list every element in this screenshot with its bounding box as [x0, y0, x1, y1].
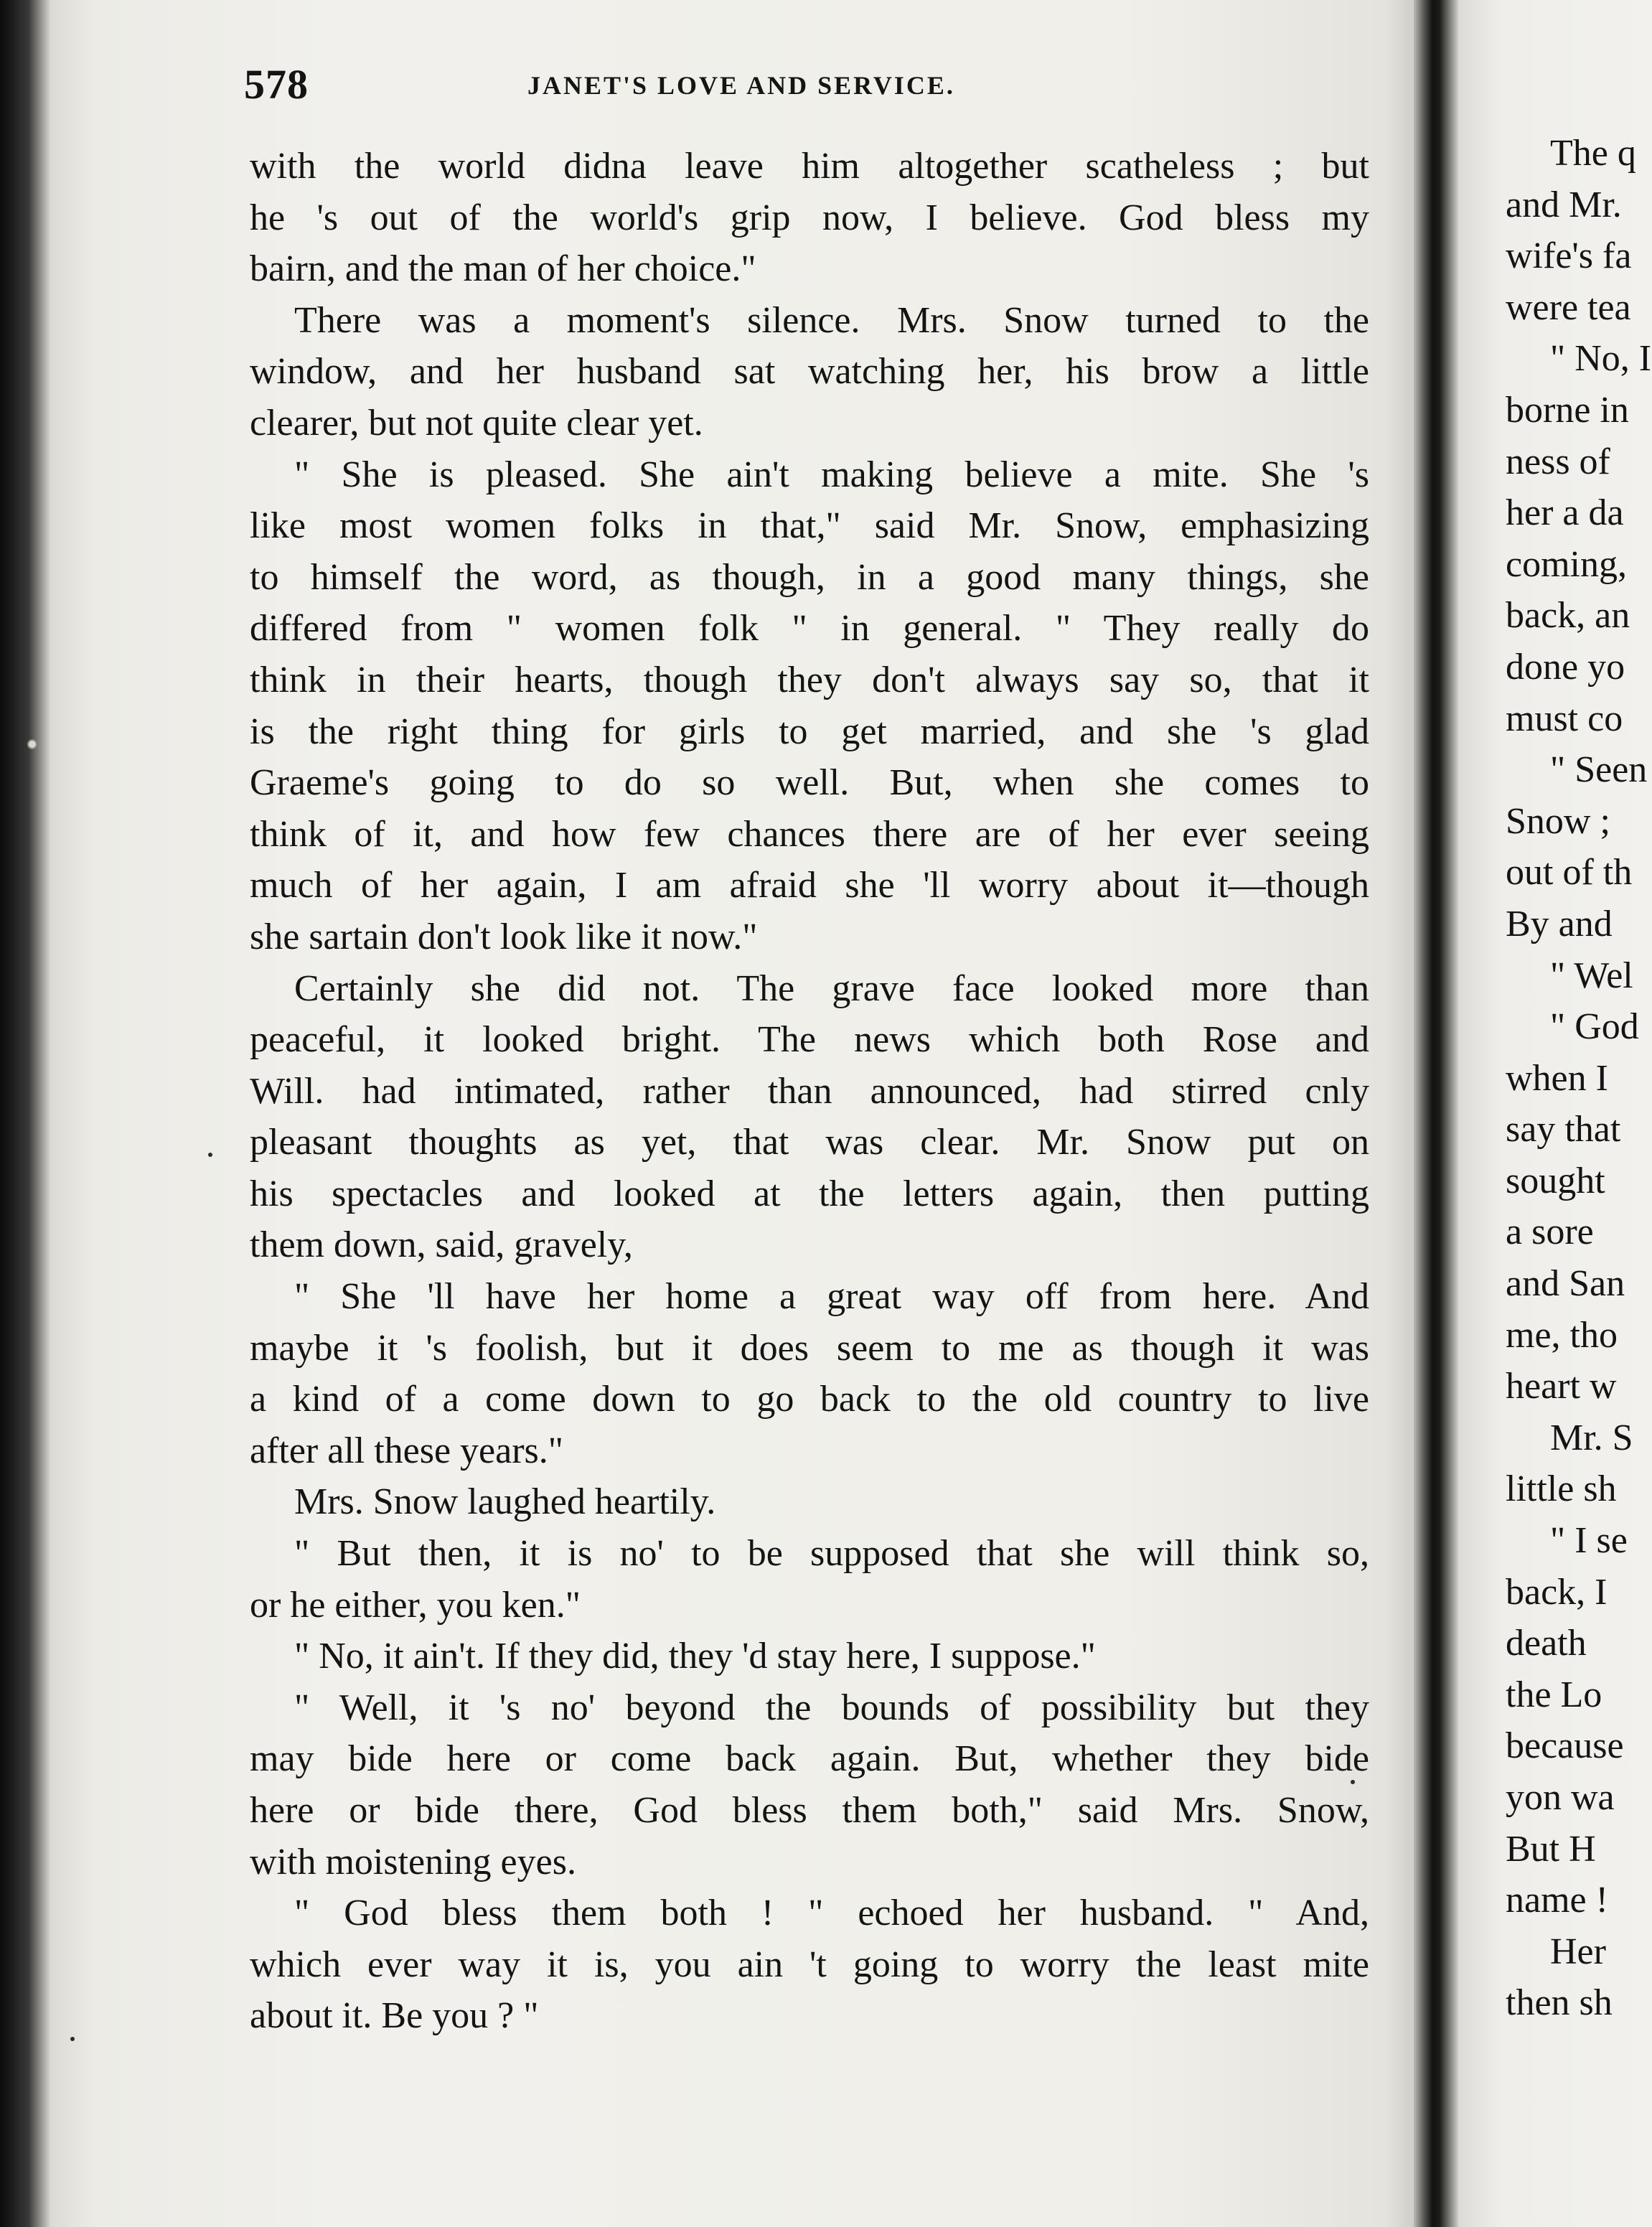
text-line: were tea — [1506, 286, 1631, 328]
text-line: when I — [1506, 1057, 1608, 1099]
text-line: her a da — [1506, 492, 1624, 534]
page-speck — [1351, 1780, 1355, 1784]
text-line: " Seen — [1550, 749, 1648, 791]
text-line: Graeme's going to do so well. But, when she comes to — [250, 762, 1369, 804]
text-line: maybe it 's foolish, but it does seem to me as though it was — [250, 1327, 1369, 1369]
text-line: " She is pleased. She ain't making believe a mite. She 's — [294, 454, 1369, 495]
book-binding-edge — [0, 0, 50, 2227]
text-line: ness of — [1506, 441, 1610, 482]
text-line: a kind of a come down to go back to the old country to live — [250, 1379, 1369, 1420]
text-line: may bide here or come back again. But, whether they bide — [250, 1738, 1369, 1780]
text-line: a sore — [1506, 1211, 1594, 1253]
text-line: Mrs. Snow laughed heartily. — [294, 1481, 716, 1523]
text-line: think of it, and how few chances there are of her ever seeing — [250, 813, 1369, 855]
text-line: The q — [1550, 133, 1636, 174]
text-line: clearer, but not quite clear yet. — [250, 402, 703, 444]
page-header — [244, 60, 1364, 118]
text-line: here or bide there, God bless them both," said Mrs. Snow, — [250, 1790, 1369, 1831]
page-number: 578 — [244, 61, 309, 108]
text-line: " No, it ain't. If they did, they 'd stay here, I suppose." — [294, 1636, 1096, 1677]
text-line: and San — [1506, 1263, 1625, 1305]
text-line: " God — [1550, 1006, 1639, 1048]
running-head: JANET'S LOVE AND SERVICE. — [527, 71, 955, 100]
text-line: to himself the word, as though, in a good many things, she — [250, 556, 1369, 598]
text-line: back, an — [1506, 595, 1630, 637]
text-line: But H — [1506, 1828, 1596, 1870]
text-line: Her — [1550, 1931, 1606, 1972]
text-line: is the right thing for girls to get married, and she 's glad — [250, 711, 1369, 752]
text-line: " She 'll have her home a great way off from here. And — [294, 1276, 1369, 1318]
text-line: " But then, it is no' to be supposed that she will think so, — [294, 1533, 1369, 1575]
text-line: wife's fa — [1506, 235, 1632, 277]
text-line: and Mr. — [1506, 184, 1622, 225]
text-line: must co — [1506, 698, 1623, 739]
page-speck — [208, 1153, 212, 1157]
text-line: then sh — [1506, 1982, 1613, 2024]
text-line: about it. Be you ? " — [250, 1995, 539, 2037]
text-line: she sartain don't look like it now." — [250, 916, 758, 957]
text-line: Snow ; — [1506, 800, 1610, 842]
text-line: " Wel — [1550, 955, 1633, 996]
text-line: which ever way it is, you ain 't going to worry the least mite — [250, 1944, 1369, 1985]
text-line: because — [1506, 1725, 1624, 1767]
text-line: out of th — [1506, 852, 1633, 894]
text-line: coming, — [1506, 543, 1627, 585]
text-line: Will. had intimated, rather than announced, had stirred cnly — [250, 1070, 1369, 1112]
text-line: Mr. S — [1550, 1417, 1633, 1458]
text-line: little sh — [1506, 1468, 1617, 1510]
text-line: name ! — [1506, 1880, 1608, 1921]
book-gutter — [1414, 0, 1458, 2227]
page-speck — [27, 739, 37, 749]
text-line: he 's out of the world's grip now, I believe. God bless my — [250, 197, 1369, 238]
text-line: bairn, and the man of her choice." — [250, 248, 756, 290]
text-line: them down, said, gravely, — [250, 1224, 633, 1266]
text-line: think in their hearts, though they don't always say so, that it — [250, 659, 1369, 700]
text-line: window, and her husband sat watching her, his brow a little — [250, 351, 1369, 393]
text-line: like most women folks in that," said Mr. Snow, emphasizing — [250, 505, 1369, 547]
text-line: peaceful, it looked bright. The news which both Rose and — [250, 1019, 1369, 1061]
text-line: with moistening eyes. — [250, 1841, 576, 1883]
text-line: differed from " women folk " in general. " They really do — [250, 608, 1369, 650]
text-line: death — [1506, 1623, 1587, 1664]
text-line: yon wa — [1506, 1777, 1615, 1818]
page-speck — [70, 2037, 75, 2041]
text-line: There was a moment's silence. Mrs. Snow turned to the — [294, 299, 1369, 341]
text-line: say that — [1506, 1109, 1621, 1150]
text-line: back, I — [1506, 1571, 1608, 1613]
text-line: or he either, you ken." — [250, 1584, 581, 1626]
right-page — [1458, 0, 1652, 2227]
right-page-text — [1506, 128, 1652, 2029]
text-line: " God bless them both ! " echoed her husband. " And, — [294, 1893, 1369, 1934]
text-line: heart w — [1506, 1366, 1617, 1407]
text-line: borne in — [1506, 389, 1629, 431]
text-line: sought — [1506, 1160, 1605, 1201]
left-page-text — [250, 141, 1369, 2042]
text-line: after all these years." — [250, 1430, 563, 1471]
text-line: By and — [1506, 903, 1613, 944]
text-line: the Lo — [1506, 1674, 1602, 1715]
text-line: " I se — [1550, 1520, 1628, 1562]
text-line: his spectacles and looked at the letters again, then putting — [250, 1173, 1369, 1214]
text-line: with the world didna leave him altogether scatheless ; but — [250, 146, 1369, 187]
text-line: Certainly she did not. The grave face looked more than — [294, 967, 1369, 1009]
text-line: pleasant thoughts as yet, that was clear. Mr. Snow put on — [250, 1122, 1369, 1163]
text-line: " Well, it 's no' beyond the bounds of possibility but they — [294, 1687, 1369, 1728]
text-line: much of her again, I am afraid she 'll worry about it—though — [250, 865, 1369, 906]
text-line: done yo — [1506, 646, 1625, 688]
text-line: me, tho — [1506, 1314, 1618, 1356]
text-line: " No, I — [1550, 338, 1652, 380]
